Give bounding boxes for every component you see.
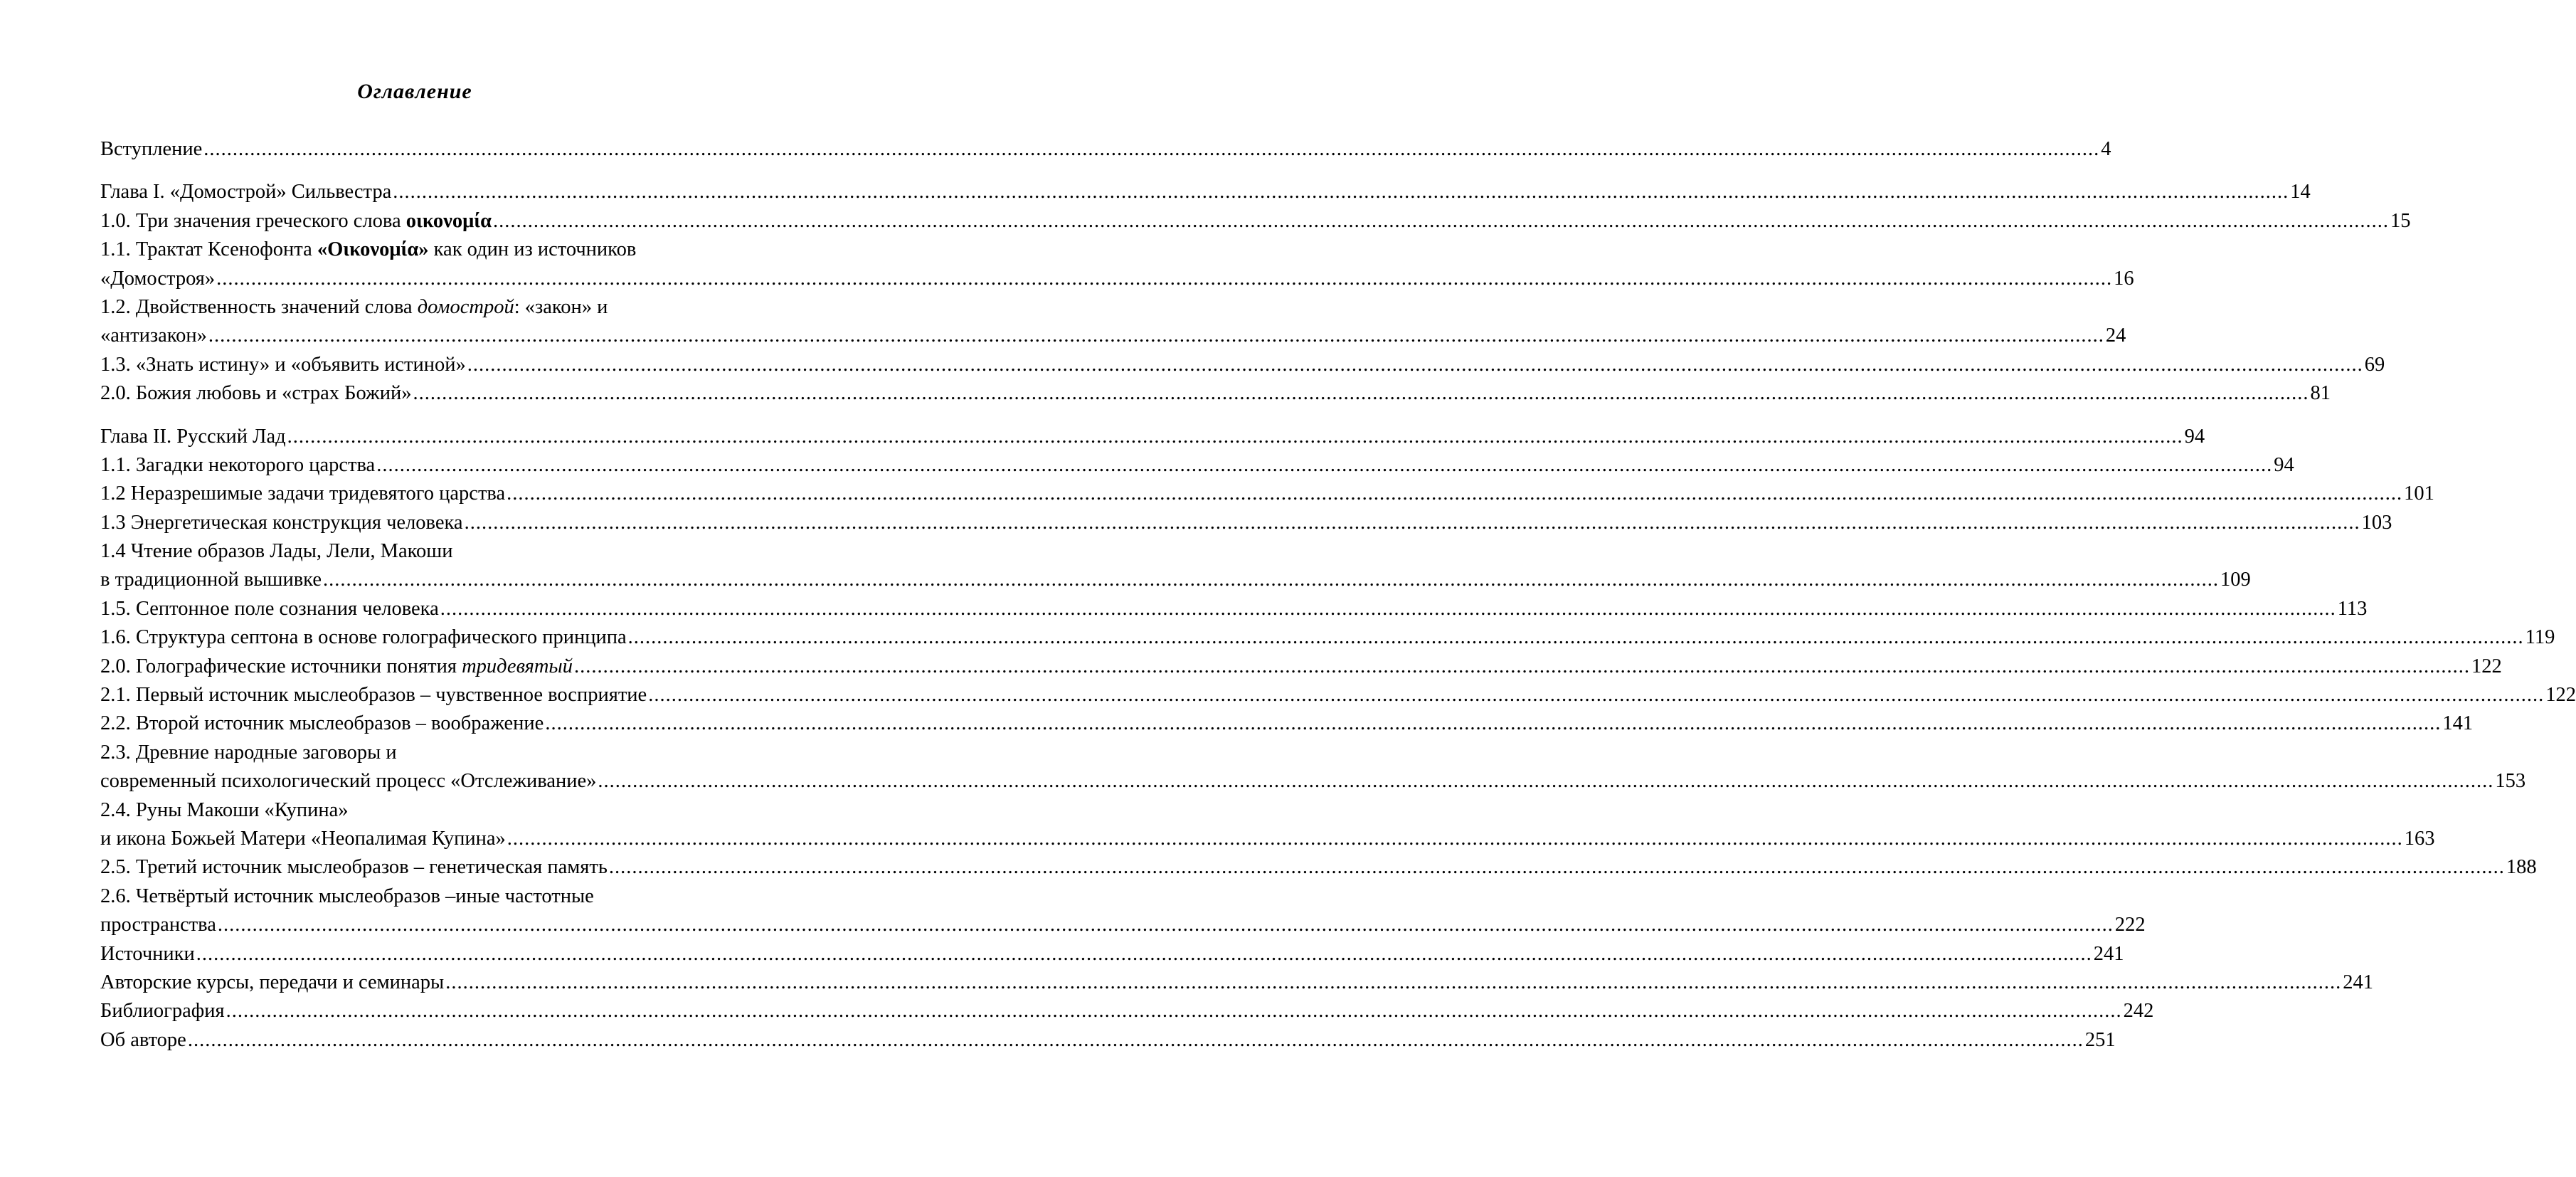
toc-entry-title: современный психологический процесс «Отслеживание» (100, 770, 597, 793)
dot-leader (323, 566, 2219, 594)
toc-page-number: 153 (2495, 770, 2526, 793)
dot-leader (598, 767, 2493, 796)
toc-entry-title (100, 293, 608, 322)
toc-entry-ch2-1-5[interactable] (100, 595, 2368, 623)
dot-leader (226, 997, 2122, 1025)
dot-leader (493, 207, 2389, 236)
toc-page-number: 241 (2343, 971, 2373, 993)
dot-leader (507, 480, 2402, 508)
toc-page-number: 103 (2361, 511, 2392, 534)
toc-page-number: 69 (2364, 353, 2385, 376)
toc-entry-about-author[interactable] (100, 1026, 2116, 1055)
toc-entry-ch2-2-2[interactable] (100, 709, 2474, 738)
toc-entry-1-3[interactable] (100, 351, 2385, 379)
toc-page-number: 94 (2274, 453, 2294, 476)
title-text: : «закон» и (514, 295, 608, 318)
toc-entry-chapter-1[interactable] (100, 178, 2311, 206)
dot-leader (393, 178, 2289, 206)
dot-leader (203, 135, 2099, 164)
toc-page-number: 242 (2123, 1000, 2154, 1023)
toc-entry-title (100, 207, 492, 236)
dot-leader (467, 351, 2363, 379)
toc-entry-ch2-2-1[interactable] (100, 681, 2576, 709)
toc-page-number: 101 (2404, 482, 2434, 505)
toc-page-number: 4 (2101, 138, 2111, 160)
toc-entry-title: в традиционной вышивке (100, 569, 322, 591)
toc-page-number: 113 (2337, 597, 2368, 620)
toc-entry-title: 2.1. Первый источник мыслеобразов – чувственное восприятие (100, 684, 647, 707)
toc-entry-ch2-2-0[interactable] (100, 653, 2502, 681)
toc-entry-1-1[interactable] (100, 265, 2134, 293)
toc-page-number: 122 (2545, 684, 2576, 707)
toc-page-number: 81 (2310, 382, 2331, 405)
toc-entry-title: 1.3 Энергетическая конструкция человека (100, 511, 463, 534)
greek-term: «Οικονομία» (317, 238, 429, 261)
dot-leader (445, 968, 2341, 997)
toc-entry-title: 2.6. Четвёртый источник мыслеобразов –иные частотные (100, 885, 594, 907)
title-text: 1.0. Три значения греческого слова (100, 209, 406, 232)
toc-entry-title: Об авторе (100, 1028, 186, 1051)
toc-page-number: 222 (2114, 914, 2146, 936)
dot-leader (465, 509, 2360, 537)
toc-entry-title (100, 236, 636, 264)
title-text: как один из источников (428, 238, 637, 261)
toc-entry-title: 1.2 Неразрешимые задачи тридевятого царства (100, 482, 506, 505)
toc-page-number: 94 (2184, 425, 2205, 448)
dot-leader (188, 1026, 2084, 1055)
dot-leader (574, 653, 2470, 681)
toc-page-number: 119 (2525, 626, 2555, 649)
section-gap (100, 408, 785, 423)
toc-entry-title: Библиография (100, 1000, 225, 1023)
toc-entry-ch2-2-4-first-line[interactable] (100, 796, 785, 825)
toc-entry-ch2-1-4-first-line[interactable] (100, 537, 785, 566)
toc-entry-1-2[interactable] (100, 322, 2126, 350)
toc-entry-title: Глава II. Русский Лад (100, 425, 286, 448)
toc-entry-ch2-1-6[interactable] (100, 623, 2555, 652)
italic-term: тридевятый (462, 655, 573, 677)
toc-entry-title: Источники (100, 942, 195, 965)
title-text: 2.0. Голографические источники понятия (100, 655, 462, 677)
toc-entry-title: пространства (100, 914, 216, 936)
dot-leader (413, 379, 2309, 408)
toc-entry-title: Авторские курсы, передачи и семинары (100, 971, 445, 993)
toc-entry-ch2-2-6-first-line[interactable] (100, 882, 785, 911)
dot-leader (208, 322, 2104, 350)
toc-entry-sources[interactable] (100, 940, 2124, 968)
toc-entry-ch2-2-3-first-line[interactable] (100, 739, 785, 767)
toc-entry-1-1-first-line[interactable] (100, 236, 785, 264)
toc-entry-1-2-first-line[interactable] (100, 293, 785, 322)
dot-leader (609, 853, 2505, 882)
toc-entry-title: 2.0. Божия любовь и «страх Божий» (100, 382, 412, 405)
toc-entry-title: Вступление (100, 138, 203, 160)
toc-entry-title: 1.3. «Знать истину» и «объявить истиной» (100, 353, 466, 376)
toc-entry-title: и икона Божьей Матери «Неопалимая Купина» (100, 827, 506, 850)
toc-entry-ch2-2-6[interactable] (100, 911, 2146, 939)
dot-leader (196, 940, 2092, 968)
toc-entry-ch2-2-5[interactable] (100, 853, 2537, 882)
toc-entry-chapter-2[interactable] (100, 423, 2205, 451)
toc-entry-title: 2.3. Древние народные заговоры и (100, 741, 397, 764)
table-of-contents (100, 135, 2576, 1055)
dot-leader (628, 623, 2524, 652)
title-text: 1.2. Двойственность значений слова (100, 295, 418, 318)
toc-entry-ch2-1-2[interactable] (100, 480, 2434, 508)
greek-term: οικονομία (406, 209, 492, 232)
page-title: Оглавление (357, 80, 472, 103)
dot-leader (545, 709, 2441, 738)
toc-page-number: 109 (2220, 569, 2251, 591)
toc-entry-ch2-1-4[interactable] (100, 566, 2251, 594)
toc-entry-title: 1.1. Загадки некоторого царства (100, 453, 376, 476)
toc-entry-title: 1.6. Структура септона в основе голографического принципа (100, 626, 627, 649)
toc-entry-title: 2.2. Второй источник мыслеобразов – воображение (100, 712, 544, 735)
toc-entry-title: 1.4 Чтение образов Лады, Лели, Макоши (100, 540, 453, 563)
dot-leader (216, 265, 2112, 293)
dot-leader (218, 911, 2114, 939)
toc-entry-ch2-1-1[interactable] (100, 451, 2294, 480)
toc-entry-ch2-2-3[interactable] (100, 767, 2526, 796)
toc-page-number: 14 (2290, 181, 2311, 204)
dot-leader (287, 423, 2183, 451)
section-gap (100, 164, 785, 178)
toc-entry-title: 1.5. Септонное поле сознания человека (100, 597, 439, 620)
toc-entry-2-0[interactable] (100, 379, 2331, 408)
toc-page-number: 141 (2442, 712, 2474, 735)
toc-entry-title: Глава I. «Домострой» Сильвестра (100, 181, 392, 204)
toc-page-number: 24 (2105, 324, 2126, 347)
toc-entry-bibliography[interactable] (100, 997, 2154, 1025)
toc-page-number: 122 (2471, 655, 2502, 677)
dot-leader (648, 681, 2544, 709)
toc-page-number: 15 (2390, 209, 2411, 232)
toc-entry-intro[interactable] (100, 135, 2111, 164)
toc-entry-courses[interactable] (100, 968, 2373, 997)
dot-leader (507, 825, 2403, 853)
toc-page-number: 163 (2404, 827, 2435, 850)
toc-entry-title: «антизакон» (100, 324, 207, 347)
toc-entry-title: 2.4. Руны Макоши «Купина» (100, 798, 349, 821)
toc-page-number: 188 (2506, 856, 2537, 879)
toc-page-number: 16 (2114, 267, 2134, 290)
toc-entry-ch2-2-4[interactable] (100, 825, 2435, 853)
toc-entry-ch2-1-3[interactable] (100, 509, 2392, 537)
toc-entry-title: «Домостроя» (100, 267, 216, 290)
toc-page-number: 241 (2093, 942, 2124, 965)
dot-leader (440, 595, 2336, 623)
dot-leader (376, 451, 2272, 480)
toc-page-number: 251 (2084, 1028, 2116, 1051)
title-text: 1.1. Трактат Ксенофонта (100, 238, 317, 261)
toc-entry-title: 2.5. Третий источник мыслеобразов – генетическая память (100, 856, 608, 879)
toc-entry-1-0[interactable] (100, 207, 2411, 236)
toc-entry-title (100, 653, 573, 681)
italic-term: домострой (417, 295, 514, 318)
